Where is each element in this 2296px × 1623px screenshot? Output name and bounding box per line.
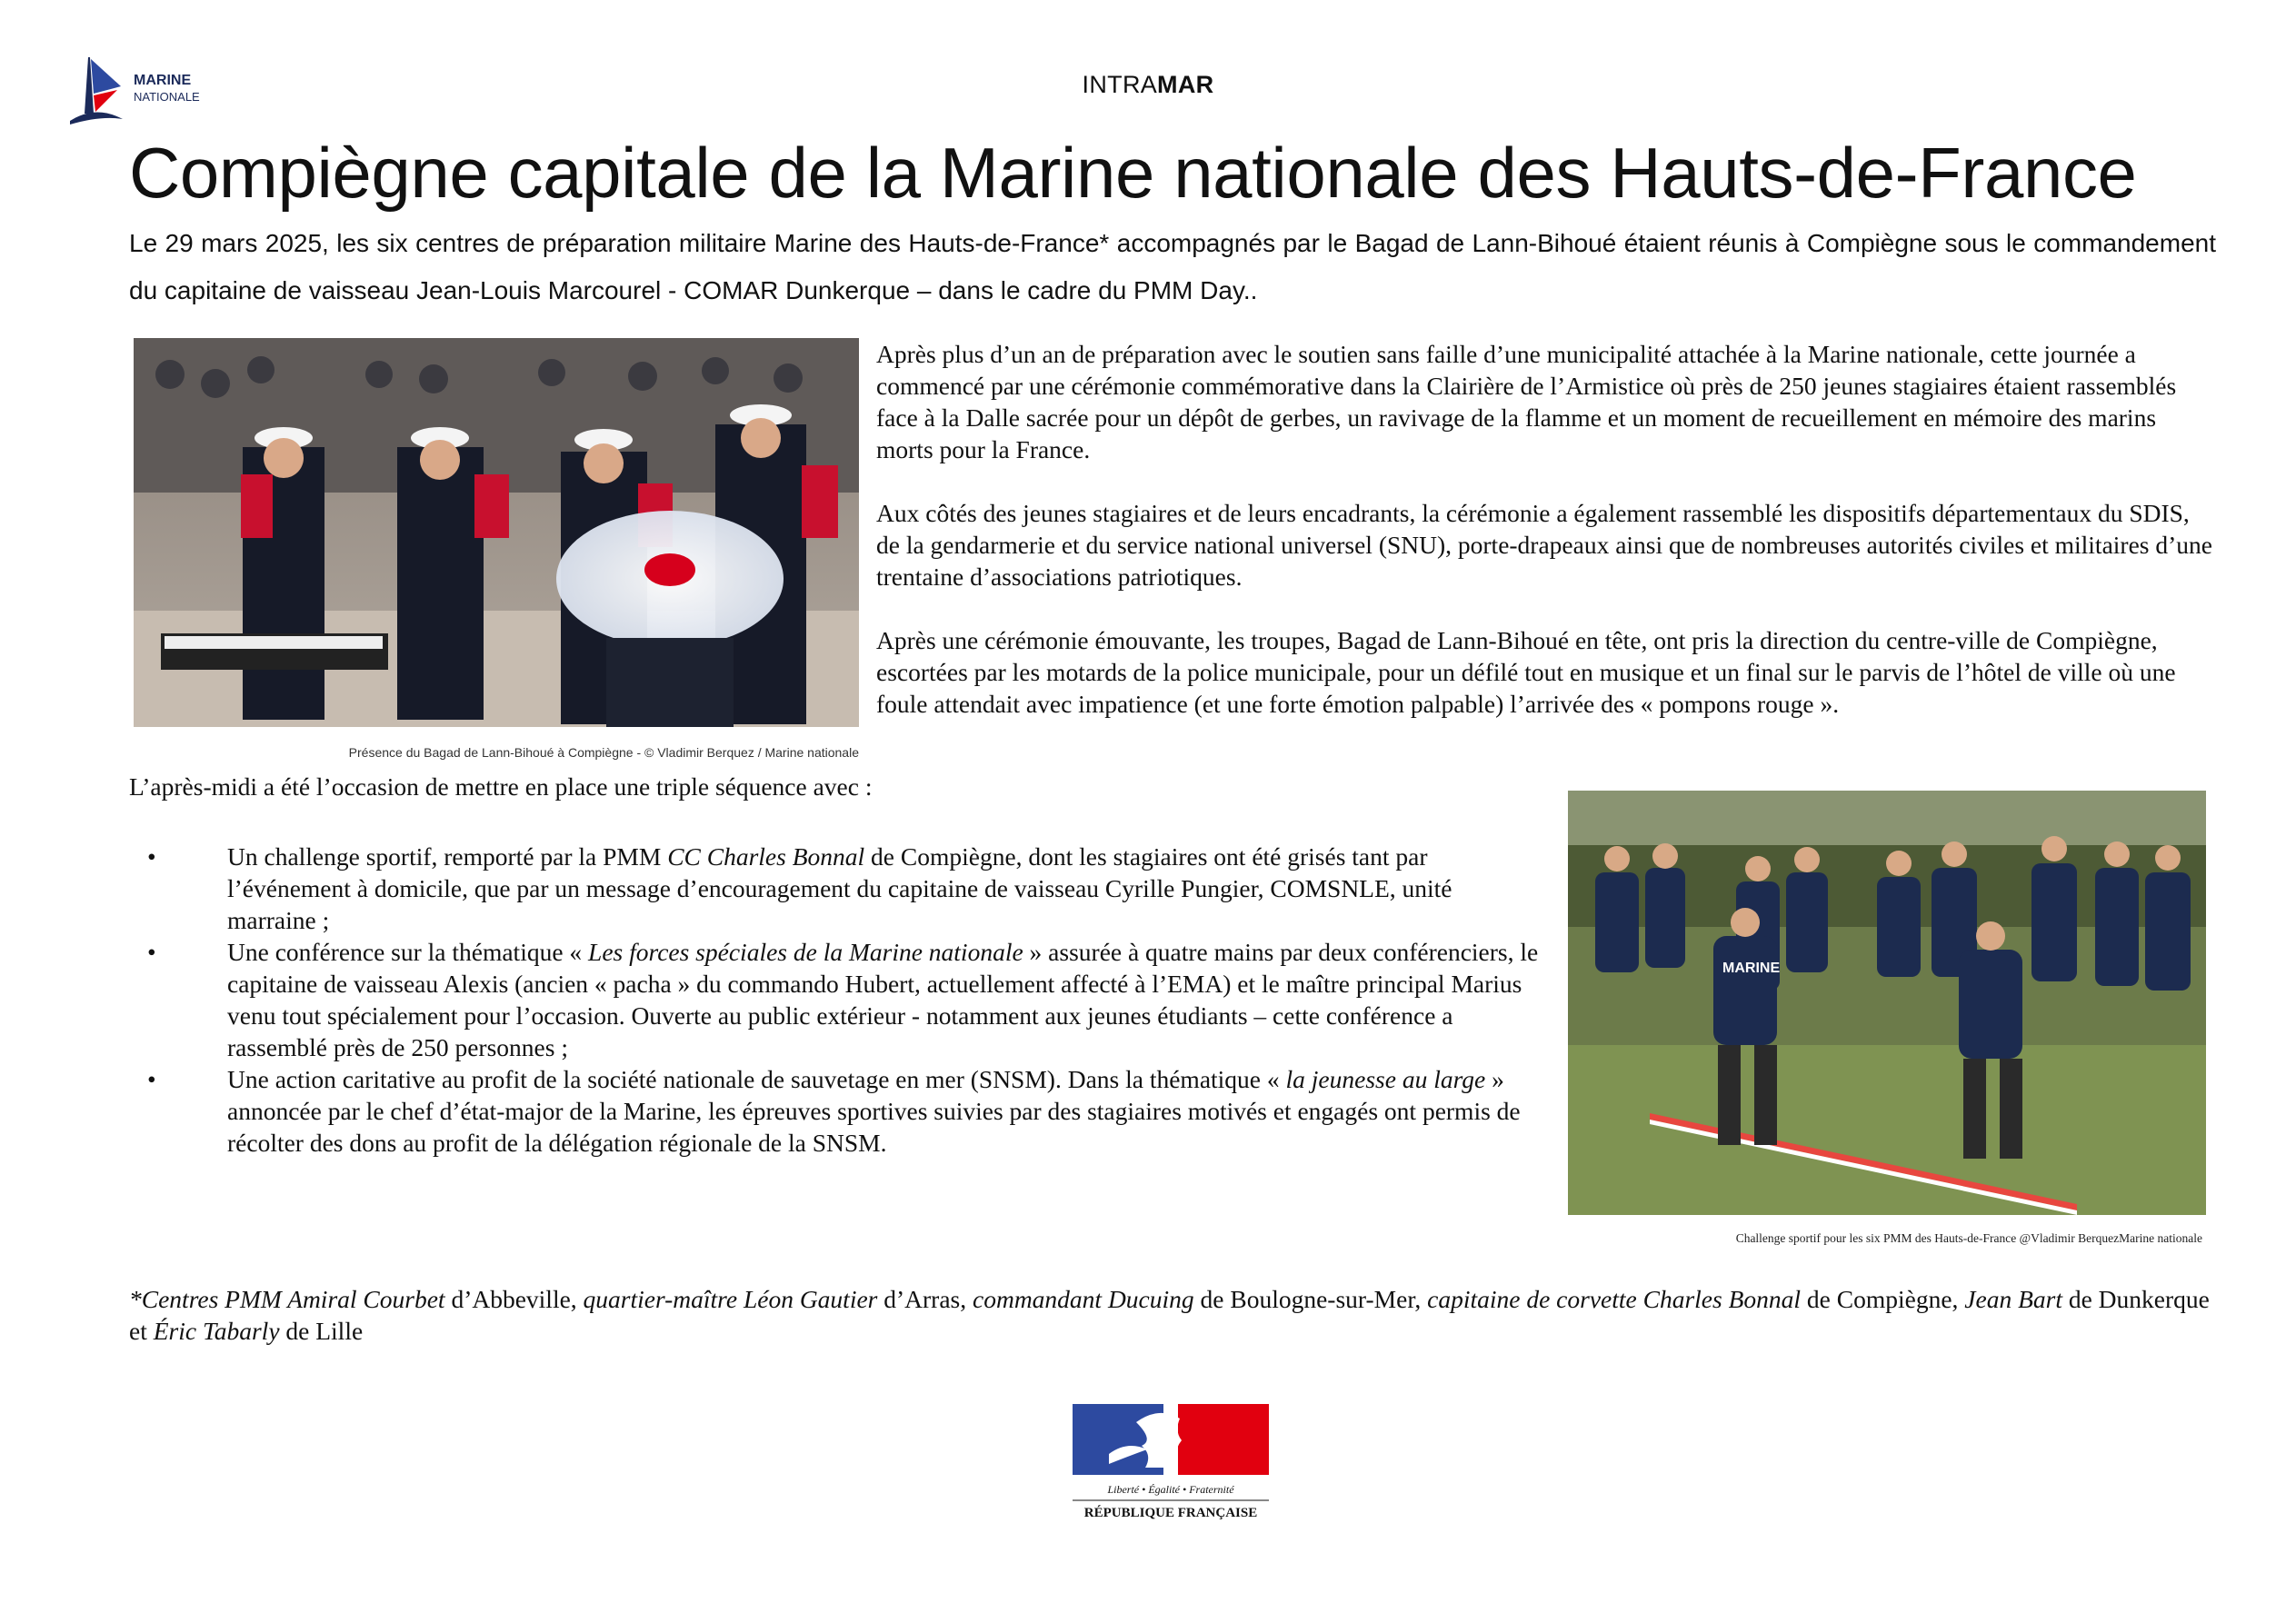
list-item: • Une action caritative au profit de la société nationale de sauvetage en mer (SNSM). Dans la thématique « la jeunesse au large » annoncée par le chef d’état-major de la Marine, les épreuves sportives suivies par des stagiaires motivés et engagés ont permis de récolter des dons au profit de la délégation régionale de la SNSM. — [147, 1065, 1521, 1157]
paragraph: Après une cérémonie émouvante, les troupes, Bagad de Lann-Bihoué en tête, ont pris la direction du centre-ville de Compiègne, escortées par les motards de la police municipale, pour un défilé tout en musique et un final sur le parvis de l’hôtel de ville où une foule attendait avec impatience (et une forte émotion palpable) l’arrivée des « pompons rouge ». — [876, 626, 2176, 718]
photo-caption: Présence du Bagad de Lann-Bihoué à Compiègne - © Vladimir Berquez / Marine nationale — [348, 745, 859, 760]
republique-name: RÉPUBLIQUE FRANÇAISE — [1083, 1506, 1258, 1520]
afternoon-intro: L’après-midi a été l’occasion de mettre en place une triple séquence avec : — [129, 772, 873, 801]
paragraph: Aux côtés des jeunes stagiaires et de leurs encadrants, la cérémonie a également rassemblé les dispositifs départementaux du SDIS, de la gendarmerie et du service national universel (SNU), porte-drapeaux ainsi que de nombreuses autorités civiles et militaires d’une trentaine d’associations patriotiques. — [876, 499, 2212, 591]
bullet-icon: • — [147, 1065, 156, 1093]
list-item: • Une conférence sur la thématique « Les forces spéciales de la Marine nationale » assurée à quatre mains par deux conférenciers, le capitaine de vaisseau Alexis (ancien « pacha » du commando Hubert, actuellement affecté à l’EMA) et le maître principal Marius venu tout spécialement pour l’occasion. Ouverte au public extérieur - notamment aux jeunes étudiants – cette conférence a rassemblé près de 250 personnes ; — [147, 938, 1539, 1061]
bullet-icon: • — [147, 842, 156, 871]
footnote: *Centres PMM Amiral Courbet d’Abbeville, quartier-maître Léon Gautier d’Arras, commandant Ducuing de Boulogne-sur-Mer, capitaine de corvette Charles Bonnal de Compiègne, Jean Bart de Dunkerque et Éric Tabarly de Lille — [129, 1285, 2210, 1345]
motto: Liberté • Égalité • Fraternité — [1107, 1483, 1234, 1496]
bullet-list — [129, 841, 1547, 1159]
bullet-icon: • — [147, 938, 156, 966]
site-name: INTRAMAR — [1082, 71, 1214, 98]
bagad-photo — [134, 338, 859, 727]
logo-line2: NATIONALE — [134, 90, 200, 104]
shirt-text: MARINE — [1722, 961, 1781, 976]
intro-paragraph: Le 29 mars 2025, les six centres de préparation militaire Marine des Hauts-de-France* accompagnés par le Bagad de Lann-Bihoué étaient réunis à Compiègne sous le commandement du capitaine de vaisseau Jean-Louis Marcourel - COMAR Dunkerque – dans le cadre du PMM Day.. — [129, 229, 2216, 304]
list-item: • Un challenge sportif, remporté par la PMM CC Charles Bonnal de Compiègne, dont les stagiaires ont été grisés tant par l’événement à domicile, que par un message d’encouragement du capitaine de vaisseau Cyrille Pungier, COMSNLE, unité marraine ; — [147, 842, 1452, 934]
sport-challenge-photo — [1568, 791, 2206, 1215]
page-title: Compiègne capitale de la Marine nationale des Hauts-de-France — [129, 133, 2137, 213]
article-body — [876, 338, 2212, 752]
republique-francaise-logo — [1073, 1404, 1269, 1522]
logo-line1: MARINE — [134, 73, 192, 88]
photo-caption: Challenge sportif pour les six PMM des Hauts-de-France @Vladimir BerquezMarine nationale — [1735, 1231, 2202, 1245]
paragraph: Après plus d’un an de préparation avec le soutien sans faille d’une municipalité attachée à la Marine nationale, cette journée a commencé par une cérémonie commémorative dans la Clairière de l’Armistice où près de 250 jeunes stagiaires étaient rassemblés face à la Dalle sacrée pour un dépôt de gerbes, un ravivage de la flamme et un moment de recueillement en mémoire des marins morts pour la France. — [876, 340, 2177, 463]
